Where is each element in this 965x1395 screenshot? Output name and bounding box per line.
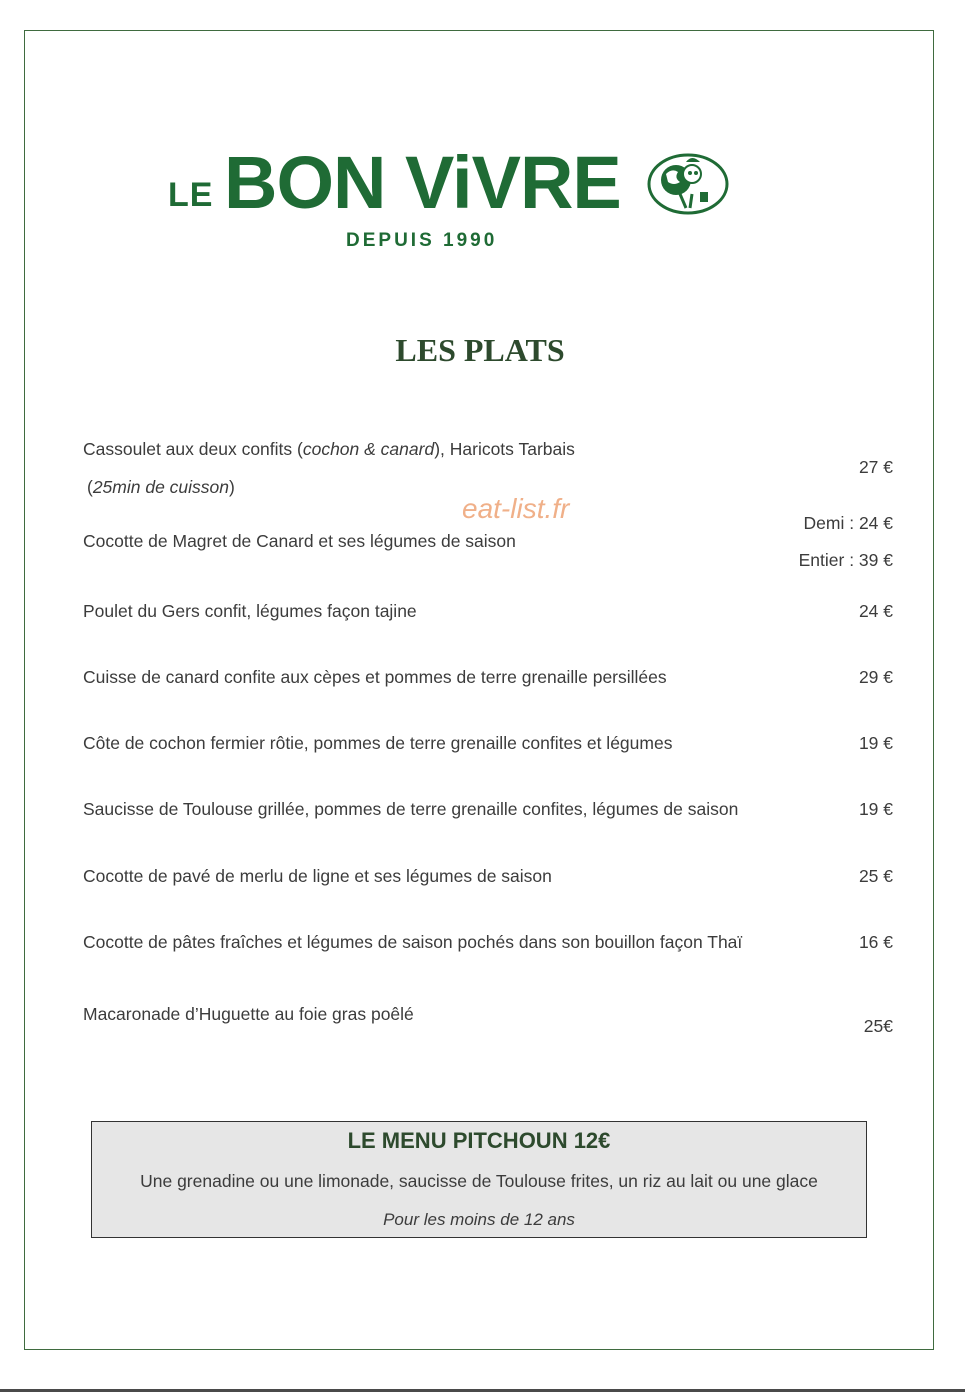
dish-name-italic: cochon & canard bbox=[302, 439, 435, 459]
kids-menu-description: Une grenadine ou une limonade, saucisse de Toulouse frites, un riz au lait ou une glace bbox=[140, 1171, 818, 1191]
dish-price: 27 € bbox=[858, 457, 893, 477]
dish-price: 25 € bbox=[858, 866, 893, 886]
kids-menu-box bbox=[91, 1121, 867, 1238]
dish-cassoulet bbox=[83, 439, 575, 460]
kids-menu-note: Pour les moins de 12 ans bbox=[383, 1210, 575, 1229]
dish-cote-cochon: Côte de cochon fermier rôtie, pommes de terre grenaille confites et légumes bbox=[83, 733, 673, 753]
logo-name: BON ViVRE bbox=[224, 141, 621, 224]
section-title: LES PLATS bbox=[395, 332, 565, 368]
dish-pates: Cocotte de pâtes fraîches et légumes de saison pochés dans son bouillon façon Thaï bbox=[83, 932, 743, 952]
dish-merlu: Cocotte de pavé de merlu de ligne et ses légumes de saison bbox=[83, 866, 552, 886]
dish-magret: Cocotte de Magret de Canard et ses légumes de saison bbox=[83, 531, 516, 551]
dish-price: 16 € bbox=[858, 932, 893, 952]
dish-price-half: Demi : 24 € bbox=[803, 513, 893, 533]
dish-price: 19 € bbox=[858, 799, 893, 819]
chef-globe-icon bbox=[646, 150, 730, 218]
dish-saucisse: Saucisse de Toulouse grillée, pommes de terre grenaille confites, légumes de saison bbox=[83, 799, 739, 819]
dish-cuisse: Cuisse de canard confite aux cèpes et pommes de terre grenaille persillées bbox=[83, 667, 667, 687]
dish-price: 25€ bbox=[863, 1016, 893, 1036]
dish-price: 19 € bbox=[858, 733, 893, 753]
dish-name: Cassoulet aux deux confits ( bbox=[83, 439, 303, 459]
logo-since: DEPUIS 1990 bbox=[346, 230, 498, 251]
watermark: eat-list.fr bbox=[462, 493, 570, 524]
dish-price: 29 € bbox=[858, 667, 893, 687]
dish-price: 24 € bbox=[858, 601, 893, 621]
dish-macaronade: Macaronade d’Huguette au foie gras poêlé bbox=[83, 1004, 414, 1024]
kids-menu-title: LE MENU PITCHOUN 12€ bbox=[347, 1128, 611, 1153]
dish-name-end: ), Haricots Tarbais bbox=[434, 439, 575, 459]
dish-note: (25min de cuisson) bbox=[87, 477, 235, 497]
dish-price-full: Entier : 39 € bbox=[798, 550, 893, 570]
bottom-rule bbox=[0, 1389, 965, 1392]
dish-poulet: Poulet du Gers confit, légumes façon tajine bbox=[83, 601, 417, 621]
restaurant-logo bbox=[168, 140, 738, 260]
logo-prefix: LE bbox=[168, 176, 214, 214]
